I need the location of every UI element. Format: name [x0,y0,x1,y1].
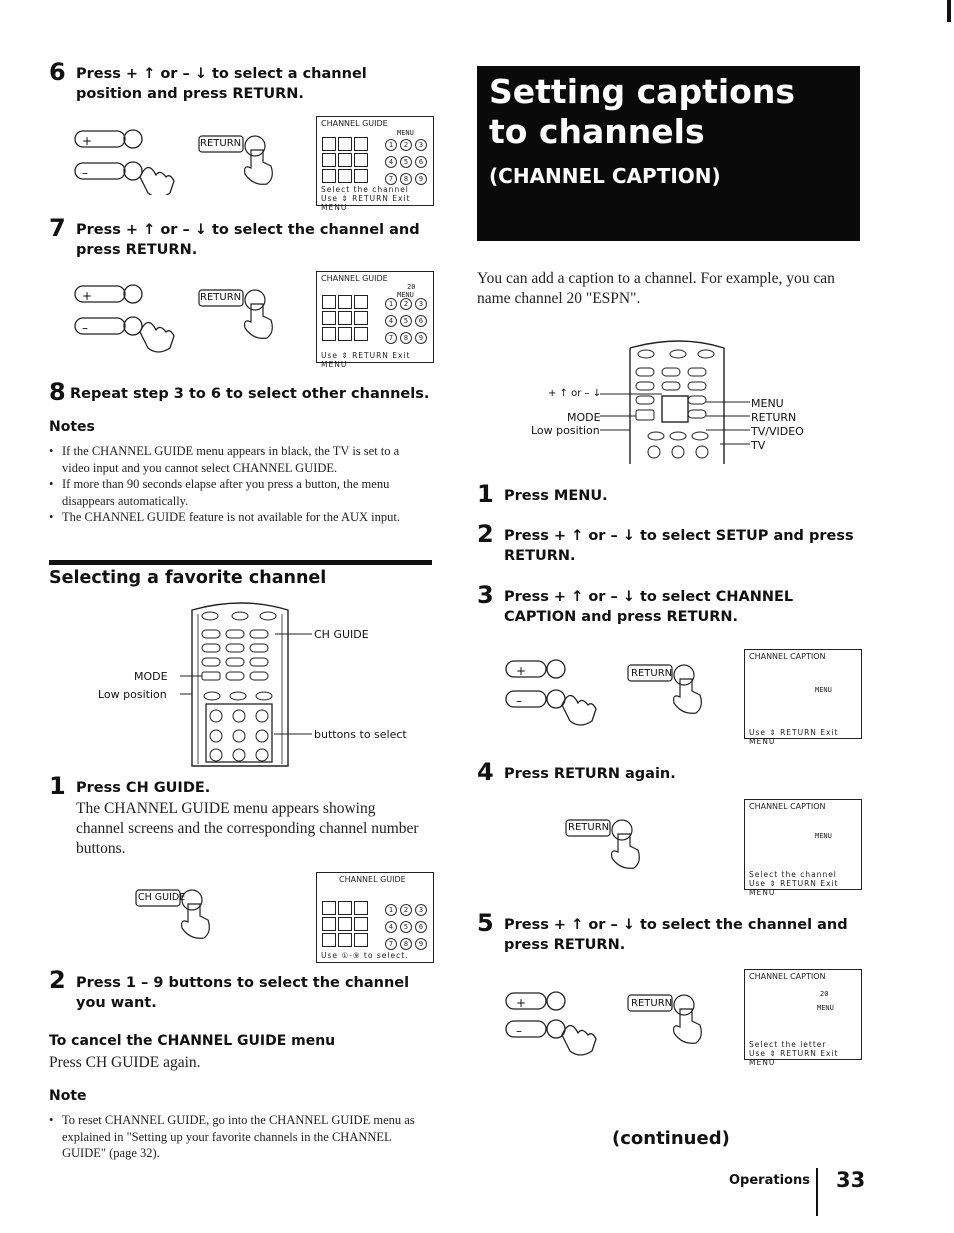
page-title-line-1: Setting captions [489,72,795,111]
notes-list [49,443,429,526]
cancel-body: Press CH GUIDE again. [49,1054,201,1071]
osd-caption-use-exit-2: Use ⇕ RETURN Exit MENU [749,879,839,897]
step-6-number: 6 [49,58,66,86]
channel-caption-screen-1 [744,649,862,746]
step-1-right-number: 1 [477,480,494,508]
footer-section: Operations [729,1173,810,1188]
tv-label: TV [751,439,766,452]
osd-caption-title: CHANNEL CAPTION [749,652,826,661]
step-2-left-number: 2 [49,966,66,994]
step-5-right-text: Press + ↑ or – ↓ to select the channel and press RETURN. [504,917,848,953]
channel-guide-screen-1: CHANNEL GUIDE MENU 1 2 3 4 5 6 7 8 9 Select the channel Use ⇕ RETURN Exit MENU [316,116,434,206]
ch-guide-label: CH GUIDE [314,628,369,641]
return-button-label-4: RETURN [568,822,610,833]
section-title: Selecting a favorite channel [49,568,327,588]
minus-button-label: – [82,166,88,180]
mode-label: MODE [134,670,168,683]
plusminus-label: + ↑ or – ↓ [548,388,602,399]
plus-button-label-2: + [82,289,93,303]
footer-divider [816,1168,818,1216]
continued-label: (continued) [612,1128,730,1149]
step-5-right-number: 5 [477,909,494,937]
ch-guide-button-label: CH GUIDE [138,892,186,903]
remote-control-illustration-2 [600,340,760,465]
edge-mark [947,0,951,22]
step-1-right-text: Press MENU. [504,488,608,504]
step-1-left-body: The CHANNEL GUIDE menu appears showing channel screens and the corresponding channel number buttons. [76,800,419,857]
osd-caption-title-3: CHANNEL CAPTION [749,972,826,981]
osd-caption-title-2: CHANNEL CAPTION [749,802,826,811]
step-2-left-text: Press 1 – 9 buttons to select the channel you want. [76,975,410,1011]
mode-label-right: MODE [567,411,601,424]
remote-control-illustration [180,600,315,770]
plus-minus-buttons-illustration-3 [500,645,720,745]
plus-button-label: + [82,134,93,148]
osd-title-2: CHANNEL GUIDE [321,274,388,283]
cancel-title: To cancel the CHANNEL GUIDE menu [49,1033,336,1049]
return-label: RETURN [751,411,797,424]
return-button-label-5: RETURN [631,998,673,1009]
step-2-right-number: 2 [477,520,494,548]
osd-title-3: CHANNEL GUIDE [339,875,406,884]
page-number: 33 [836,1168,866,1192]
plus-button-label-5: + [516,996,527,1010]
minus-button-label-5: – [516,1024,522,1038]
osd-caption-use-exit: Use ⇕ RETURN Exit MENU [749,728,839,746]
step-4-right-number: 4 [477,758,494,786]
step-2-right-text: Press + ↑ or – ↓ to select SETUP and press RETURN. [504,528,854,564]
return-button-label: RETURN [200,138,242,149]
osd-title: CHANNEL GUIDE [321,119,388,128]
osd-ch20: 20 [407,283,416,291]
osd-select-letter: Select the letter [749,1040,827,1049]
page-title-line-2: to channels [489,112,705,151]
return-button-label-2: RETURN [200,292,242,303]
channel-caption-screen-3 [744,969,862,1067]
low-position-label: Low position [98,688,167,701]
step-7-text: Press + ↑ or – ↓ to select the channel and press RETURN. [76,222,420,258]
note-item: • If more than 90 seconds elapse after you press a button, the menu disappears automatically. [49,476,429,509]
return-button-label-3: RETURN [631,668,673,679]
menu-label: MENU [751,397,784,410]
plus-minus-buttons-illustration-5 [500,975,720,1065]
note-list [49,1112,429,1162]
section-rule [49,560,432,565]
intro-text: You can add a caption to a channel. For example, you can name channel 20 "ESPN". [477,270,835,307]
notes-title: Notes [49,419,95,435]
plus-button-label-3: + [516,664,527,678]
osd-menu: MENU [397,129,414,137]
osd-use-exit: Use ⇕ RETURN Exit MENU [321,194,411,212]
osd-select-channel-2: Select the channel [749,870,837,879]
minus-button-label-3: – [516,694,522,708]
step-1-left-text: Press CH GUIDE. [76,780,211,796]
note-title: Note [49,1088,87,1104]
note-item: • To reset CHANNEL GUIDE, go into the CHANNEL GUIDE menu as explained in "Setting up your favorite channels in the CHANNEL GUIDE" (page 32). [49,1112,429,1162]
osd-caption-use-exit-3: Use ⇕ RETURN Exit MENU [749,1049,839,1067]
step-8-number: 8 [49,378,66,406]
osd-use-select: Use ①-⑨ to select. [321,951,409,960]
note-item: • If the CHANNEL GUIDE menu appears in black, the TV is set to a video input and you cannot select CHANNEL GUIDE. [49,443,429,476]
note-item: • The CHANNEL GUIDE feature is not available for the AUX input. [49,509,429,526]
page-subtitle: (CHANNEL CAPTION) [489,164,721,188]
step-3-right-text: Press + ↑ or – ↓ to select CHANNEL CAPTION and press RETURN. [504,589,794,625]
buttons-to-select-label: buttons to select [314,728,407,741]
osd-caption-menu-2: MENU [815,832,832,840]
channel-guide-screen-2: CHANNEL GUIDE 20 MENU 1 2 3 4 5 6 7 8 9 Use ⇕ RETURN Exit MENU [316,271,434,363]
low-position-label-right: Low position [531,424,600,437]
osd-caption-ch20: 20 [820,990,829,998]
minus-button-label-2: – [82,321,88,335]
osd-use-exit-2: Use ⇕ RETURN Exit MENU [321,351,411,369]
step-1-left-number: 1 [49,772,66,800]
step-4-right-text: Press RETURN again. [504,766,676,782]
channel-caption-screen-2 [744,799,862,897]
osd-select-channel: Select the channel [321,185,409,194]
step-6-text: Press + ↑ or – ↓ to select a channel position and press RETURN. [76,66,367,102]
step-8-text: Repeat step 3 to 6 to select other channels. [70,386,430,402]
osd-menu-2: MENU [397,291,414,299]
osd-caption-menu-3: MENU [817,1004,834,1012]
ch-guide-button-illustration [130,880,230,950]
tvvideo-label: TV/VIDEO [751,425,804,438]
osd-caption-menu: MENU [815,686,832,694]
channel-guide-screen-3: CHANNEL GUIDE 1 2 3 4 5 6 7 8 9 Use ①-⑨ to select. [316,872,434,963]
step-3-right-number: 3 [477,581,494,609]
step-7-number: 7 [49,214,66,242]
title-banner [477,66,860,241]
